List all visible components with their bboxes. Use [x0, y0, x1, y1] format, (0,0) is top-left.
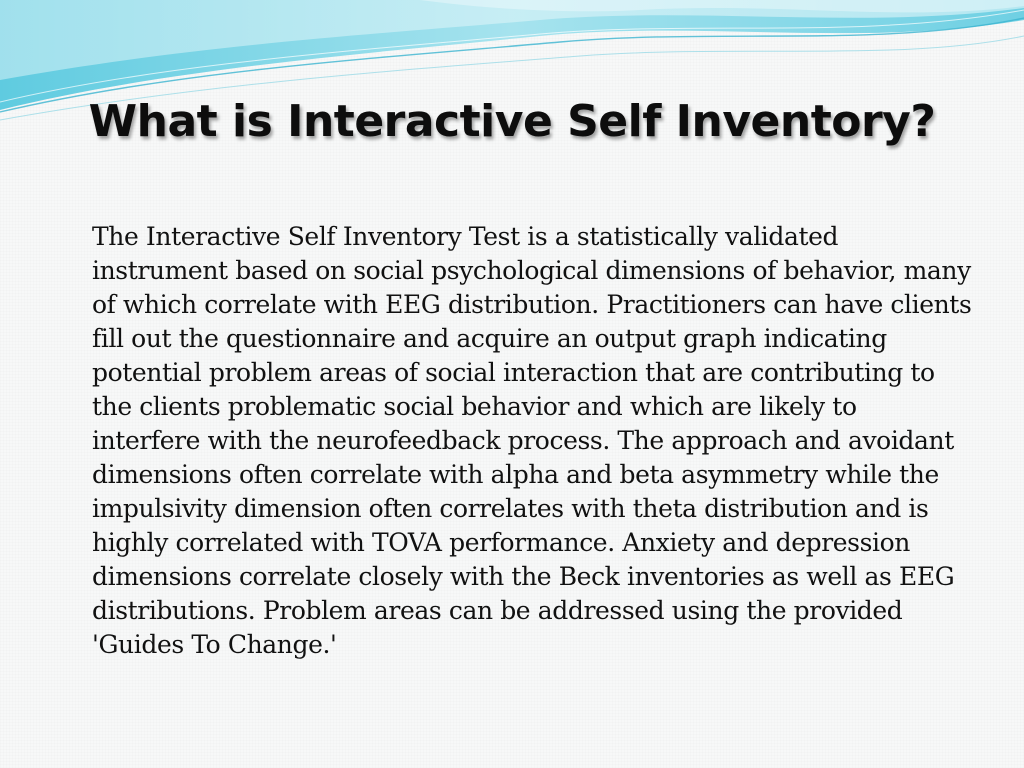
slide-body-text: The Interactive Self Inventory Test is a statistically validated instrument based on social psychological dimensions of behavior, many of which correlate with EEG distribution. Practitioners can have clients fill out the questionnaire and acquire an output graph indicating potential problem areas of social interaction that are contributing to the clients problematic social behavior and which are likely to interfere with the neurofeedback process. The approach and avoidant dimensions often correlate with alpha and beta asymmetry while the impulsivity dimension often correlates with theta distribution and is highly correlated with TOVA performance. Anxiety and depression dimensions correlate closely with the Beck inventories as well as EEG distributions. Problem areas can be addressed using the provided 'Guides To Change.'	[92, 222, 972, 659]
slide-title: What is Interactive Self Inventory?	[88, 96, 936, 147]
